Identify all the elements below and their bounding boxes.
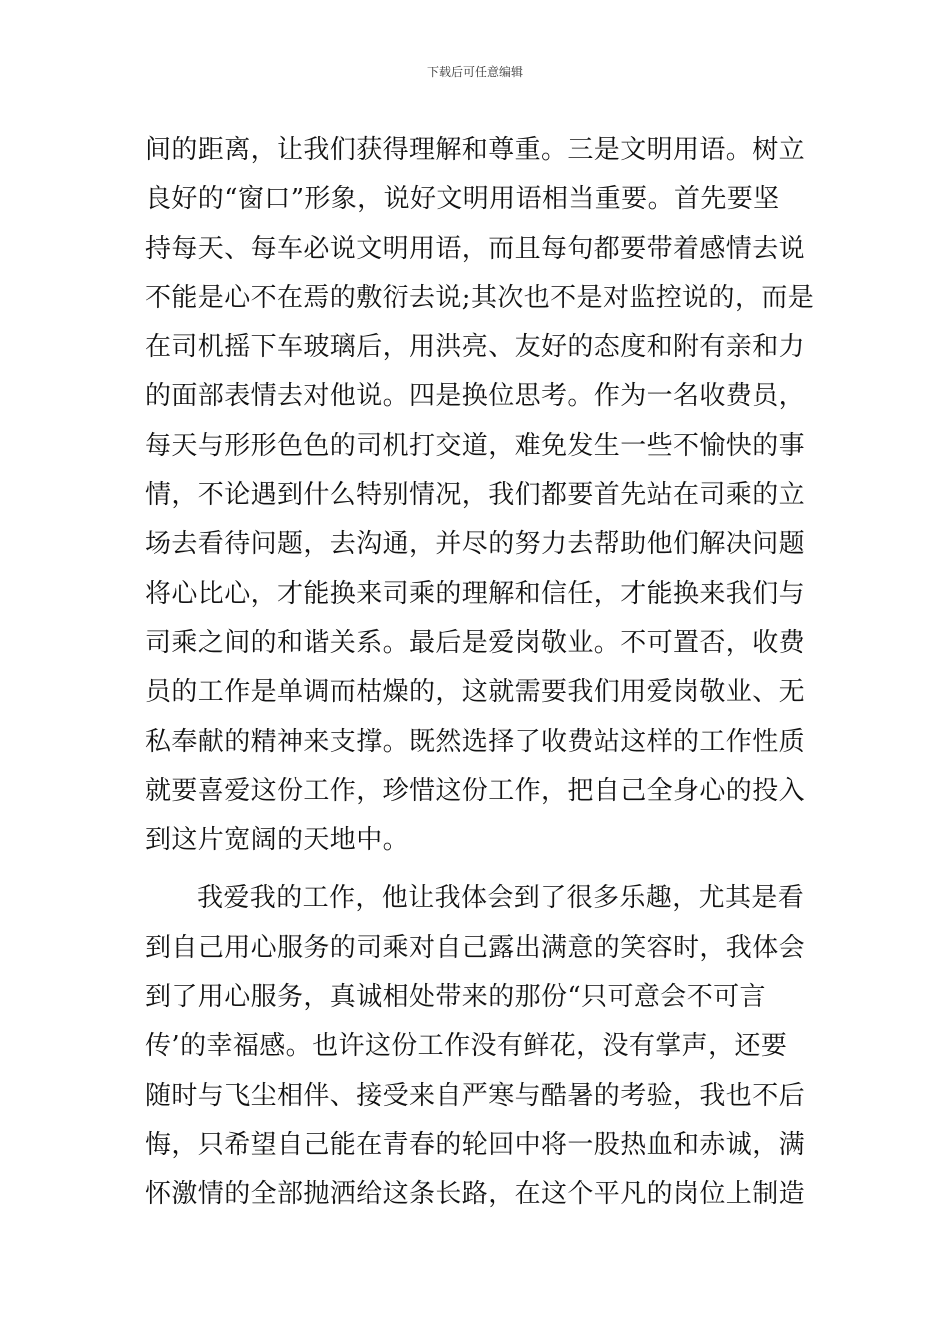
text-line: 的面部表情去对他说。四是换位思考。作为一名收费员， — [145, 381, 806, 412]
text-line: 良好的“窗口”形象，说好文明用语相当重要。首先要坚 — [145, 184, 780, 215]
paragraph-2 — [145, 874, 809, 1219]
document-body — [145, 126, 815, 1220]
page-header: 下载后可任意编辑 — [426, 65, 523, 79]
text-line: 到了用心服务，真诚相处带来的那份“只可意会不可言 — [145, 982, 766, 1013]
text-line: 我爱我的工作，他让我体会到了很多乐趣，尤其是看 — [197, 883, 805, 914]
text-line: 员的工作是单调而枯燥的，这就需要我们用爱岗敬业、无 — [145, 677, 806, 708]
text-line: 不能是心不在焉的敷衍去说;其次也不是对监控说的，而是 — [145, 282, 815, 313]
text-line: 到这片宽阔的天地中。 — [145, 825, 410, 856]
text-line: 间的距离，让我们获得理解和尊重。三是文明用语。树立 — [145, 135, 806, 165]
text-line: 随时与飞尘相伴、接受来自严寒与酷暑的考验，我也不后 — [145, 1080, 806, 1111]
paragraph-1 — [145, 126, 815, 865]
text-line: 悔，只希望自己能在青春的轮回中将一股热血和赤诚，满 — [145, 1129, 806, 1160]
text-line: 情，不论遇到什么特别情况，我们都要首先站在司乘的立 — [145, 480, 806, 511]
text-line: 持每天、每车必说文明用语，而且每句都要带着感情去说 — [145, 233, 806, 264]
text-line: 到自己用心服务的司乘对自己露出满意的笑容时，我体会 — [145, 932, 806, 963]
text-line: 怀激情的全部抛洒给这条长路，在这个平凡的岗位上制造 — [145, 1179, 806, 1210]
text-line: 场去看待问题，去沟通，并尽的努力去帮助他们解决问题 — [145, 529, 806, 560]
text-line: 司乘之间的和谐关系。最后是爱岗敬业。不可置否，收费 — [145, 627, 806, 658]
text-line: 私奉献的精神来支撑。既然选择了收费站这样的工作性质 — [145, 726, 806, 757]
text-line: 就要喜爱这份工作，珍惜这份工作，把自己全身心的投入 — [145, 775, 806, 806]
text-line: 每天与形形色色的司机打交道，难免发生一些不愉快的事 — [145, 430, 806, 461]
text-line: 将心比心，才能换来司乘的理解和信任，才能换来我们与 — [145, 578, 806, 609]
text-line: 传’的幸福感。也许这份工作没有鲜花，没有掌声，还要 — [145, 1031, 788, 1062]
text-line: 在司机摇下车玻璃后，用洪亮、友好的态度和附有亲和力 — [145, 332, 806, 363]
